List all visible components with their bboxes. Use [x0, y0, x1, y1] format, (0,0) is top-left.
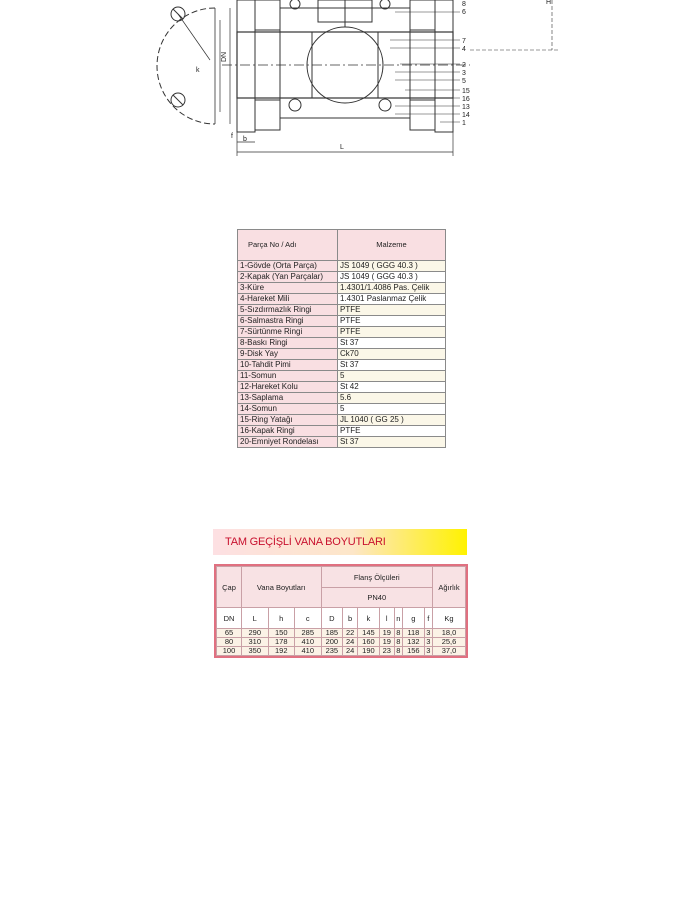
dimension-cell: 25,6	[433, 638, 466, 647]
table-row	[238, 338, 446, 349]
parts-table-body	[238, 261, 446, 448]
unit-header-cell: Kg	[433, 608, 466, 629]
part-name-cell: 4-Hareket Mili	[238, 294, 338, 305]
dimension-cell: 310	[242, 638, 269, 647]
material-cell: PTFE	[338, 305, 446, 316]
valve-cross-section-drawing	[0, 0, 693, 165]
label-DN: DN	[221, 51, 228, 62]
label-5: 5	[462, 78, 466, 85]
dimension-cell: 19	[379, 629, 394, 638]
table-row	[238, 316, 446, 327]
part-name-cell: 1-Gövde (Orta Parça)	[238, 261, 338, 272]
part-header: Parça No / Adı	[238, 230, 338, 261]
dimension-cell: 22	[343, 629, 358, 638]
part-name-cell: 2-Kapak (Yan Parçalar)	[238, 272, 338, 283]
dimension-cell: 24	[343, 638, 358, 647]
unit-header-cell: c	[295, 608, 322, 629]
units-row	[217, 608, 466, 629]
material-cell: JS 1049 ( GGG 40.3 )	[338, 261, 446, 272]
dimension-cell: 285	[295, 629, 322, 638]
label-15: 15	[462, 88, 470, 95]
dimensions-title: TAM GEÇİŞLİ VANA BOYUTLARI	[213, 529, 467, 555]
material-cell: PTFE	[338, 316, 446, 327]
label-7: 7	[462, 38, 466, 45]
part-name-cell: 10-Tahdit Pimi	[238, 360, 338, 371]
dimension-cell: 190	[358, 647, 380, 656]
table-row	[238, 415, 446, 426]
dimension-cell: 235	[321, 647, 343, 656]
dimension-cell: 160	[358, 638, 380, 647]
material-cell: St 37	[338, 338, 446, 349]
dimension-cell: 192	[268, 647, 295, 656]
dimension-cell: 200	[321, 638, 343, 647]
unit-header-cell: DN	[217, 608, 242, 629]
table-row	[238, 437, 446, 448]
unit-header-cell: D	[321, 608, 343, 629]
label-6: 6	[462, 9, 466, 16]
part-name-cell: 20-Emniyet Rondelası	[238, 437, 338, 448]
label-2: 2	[462, 62, 466, 69]
dimension-cell: 8	[394, 647, 402, 656]
part-name-cell: 6-Salmastra Ringi	[238, 316, 338, 327]
dimension-cell: 132	[403, 638, 425, 647]
table-row	[217, 647, 466, 656]
material-cell: Ck70	[338, 349, 446, 360]
table-row	[238, 294, 446, 305]
part-name-cell: 9-Disk Yay	[238, 349, 338, 360]
dimension-cell: 19	[379, 638, 394, 647]
part-name-cell: 12-Hareket Kolu	[238, 382, 338, 393]
dimension-cell: 18,0	[433, 629, 466, 638]
part-name-cell: 7-Sürtünme Ringi	[238, 327, 338, 338]
dimension-cell: 24	[343, 647, 358, 656]
cap-header: Çap	[217, 567, 242, 608]
vana-header: Vana Boyutları	[242, 567, 322, 608]
table-row	[238, 283, 446, 294]
dimension-cell: 65	[217, 629, 242, 638]
agirlik-header: Ağırlık	[433, 567, 466, 608]
flans-header: Flanş Ölçüleri	[321, 567, 433, 588]
material-cell: 1.4301 Paslanmaz Çelik	[338, 294, 446, 305]
dimension-cell: 80	[217, 638, 242, 647]
part-name-cell: 15-Ring Yatağı	[238, 415, 338, 426]
dimension-cell: 23	[379, 647, 394, 656]
dimension-cell: 118	[403, 629, 425, 638]
label-L: L	[340, 144, 344, 151]
part-name-cell: 16-Kapak Ringi	[238, 426, 338, 437]
material-cell: JS 1049 ( GGG 40.3 )	[338, 272, 446, 283]
table-row	[238, 349, 446, 360]
unit-header-cell: L	[242, 608, 269, 629]
table-row	[238, 404, 446, 415]
dimension-cell: 3	[424, 638, 432, 647]
material-cell: PTFE	[338, 327, 446, 338]
table-row	[238, 382, 446, 393]
table-row	[238, 360, 446, 371]
label-f: f	[231, 133, 233, 140]
material-cell: JL 1040 ( GG 25 )	[338, 415, 446, 426]
unit-header-cell: b	[343, 608, 358, 629]
parts-table-header	[238, 230, 446, 261]
parts-material-table	[237, 229, 446, 448]
dimension-cell: 3	[424, 629, 432, 638]
label-4: 4	[462, 46, 466, 53]
table-row	[238, 393, 446, 404]
table-row	[238, 272, 446, 283]
material-cell: 5.6	[338, 393, 446, 404]
dimension-cell: 410	[295, 638, 322, 647]
unit-header-cell: f	[424, 608, 432, 629]
part-name-cell: 3-Küre	[238, 283, 338, 294]
right-flange	[435, 0, 453, 132]
material-cell: St 42	[338, 382, 446, 393]
table-row	[238, 371, 446, 382]
label-8: 8	[462, 1, 466, 8]
unit-header-cell: n	[394, 608, 402, 629]
material-cell: 1.4301/1.4086 Pas. Çelik	[338, 283, 446, 294]
pn-header: PN40	[321, 588, 433, 608]
table-row	[238, 305, 446, 316]
material-cell: St 37	[338, 437, 446, 448]
part-name-cell: 8-Baskı Ringi	[238, 338, 338, 349]
dimension-cell: 350	[242, 647, 269, 656]
unit-header-cell: g	[403, 608, 425, 629]
left-flange	[237, 0, 255, 132]
part-name-cell: 14-Somun	[238, 404, 338, 415]
label-14: 14	[462, 112, 470, 119]
dimensions-table	[216, 566, 466, 656]
material-cell: 5	[338, 371, 446, 382]
label-16: 16	[462, 96, 470, 103]
label-13: 13	[462, 104, 470, 111]
material-cell: 5	[338, 404, 446, 415]
part-name-cell: 11-Somun	[238, 371, 338, 382]
label-H: H	[546, 0, 552, 6]
unit-header-cell: l	[379, 608, 394, 629]
dimension-cell: 37,0	[433, 647, 466, 656]
dimension-cell: 178	[268, 638, 295, 647]
label-k: k	[196, 67, 200, 74]
unit-header-cell: k	[358, 608, 380, 629]
label-3: 3	[462, 70, 466, 77]
dimension-cell: 410	[295, 647, 322, 656]
label-1: 1	[462, 120, 466, 127]
dimensions-table-body	[217, 629, 466, 656]
dimension-cell: 290	[242, 629, 269, 638]
material-cell: St 37	[338, 360, 446, 371]
material-cell: PTFE	[338, 426, 446, 437]
dimension-cell: 3	[424, 647, 432, 656]
label-b: b	[243, 136, 247, 143]
dimension-cell: 185	[321, 629, 343, 638]
table-row	[238, 426, 446, 437]
unit-header-cell: h	[268, 608, 295, 629]
dimension-cell: 145	[358, 629, 380, 638]
table-row	[238, 327, 446, 338]
dimension-cell: 8	[394, 629, 402, 638]
material-header: Malzeme	[338, 230, 446, 261]
dimension-cell: 100	[217, 647, 242, 656]
part-name-cell: 13-Saplama	[238, 393, 338, 404]
dimension-cell: 150	[268, 629, 295, 638]
dimension-cell: 156	[403, 647, 425, 656]
part-name-cell: 5-Sızdırmazlık Ringi	[238, 305, 338, 316]
dimensions-table-frame	[214, 564, 468, 658]
table-row	[238, 261, 446, 272]
dimension-cell: 8	[394, 638, 402, 647]
